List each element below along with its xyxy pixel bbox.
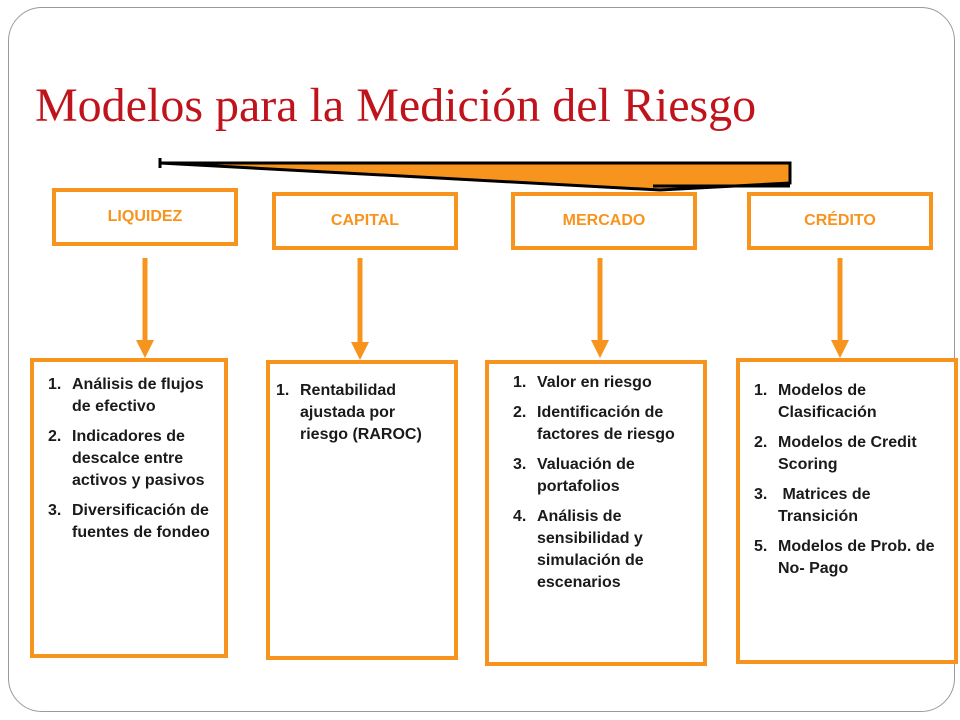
list-item: 1. Valor en riesgo xyxy=(513,374,652,391)
list-box-liquidez xyxy=(30,358,228,658)
arrow-capital xyxy=(351,258,369,360)
category-box-mercado xyxy=(511,192,697,250)
list-box-capital xyxy=(266,360,458,660)
list-item: 1. Modelos de Clasificación xyxy=(754,382,877,421)
list-item: 1. Rentabilidad ajustada por riesgo (RAROC) xyxy=(276,382,422,443)
list-item: 2. Indicadores de descalce entre activos y pasivos xyxy=(48,428,205,489)
category-box-capital xyxy=(272,192,458,250)
slide-title: Modelos para la Medición del Riesgo xyxy=(35,79,757,132)
list-box-mercado xyxy=(485,360,707,666)
list-item: 3. Diversificación de fuentes de fondeo xyxy=(48,502,210,541)
category-label: CRÉDITO xyxy=(804,212,876,229)
list-item: 1. Análisis de flujos de efectivo xyxy=(48,376,204,415)
list-item: 2. Modelos de Credit Scoring xyxy=(754,434,917,473)
category-box-liquidez xyxy=(52,188,238,246)
arrow-mercado xyxy=(591,258,609,358)
bracket-connector xyxy=(160,158,790,190)
arrow-liquidez xyxy=(136,258,154,358)
category-box-credito xyxy=(747,192,933,250)
category-label: MERCADO xyxy=(562,212,646,229)
list-item: 3. Matrices de Transición xyxy=(754,486,871,525)
arrow-credito xyxy=(831,258,849,358)
category-label: LIQUIDEZ xyxy=(107,208,183,225)
list-item: 2. Identificación de factores de riesgo xyxy=(513,404,675,443)
list-box-credito xyxy=(736,358,958,664)
list-item: 5. Modelos de Prob. de No- Pago xyxy=(754,538,935,577)
category-label: CAPITAL xyxy=(330,212,400,229)
list-item: 4. Análisis de sensibilidad y simulación de escenarios xyxy=(513,508,644,591)
list-item: 3. Valuación de portafolios xyxy=(513,456,635,495)
